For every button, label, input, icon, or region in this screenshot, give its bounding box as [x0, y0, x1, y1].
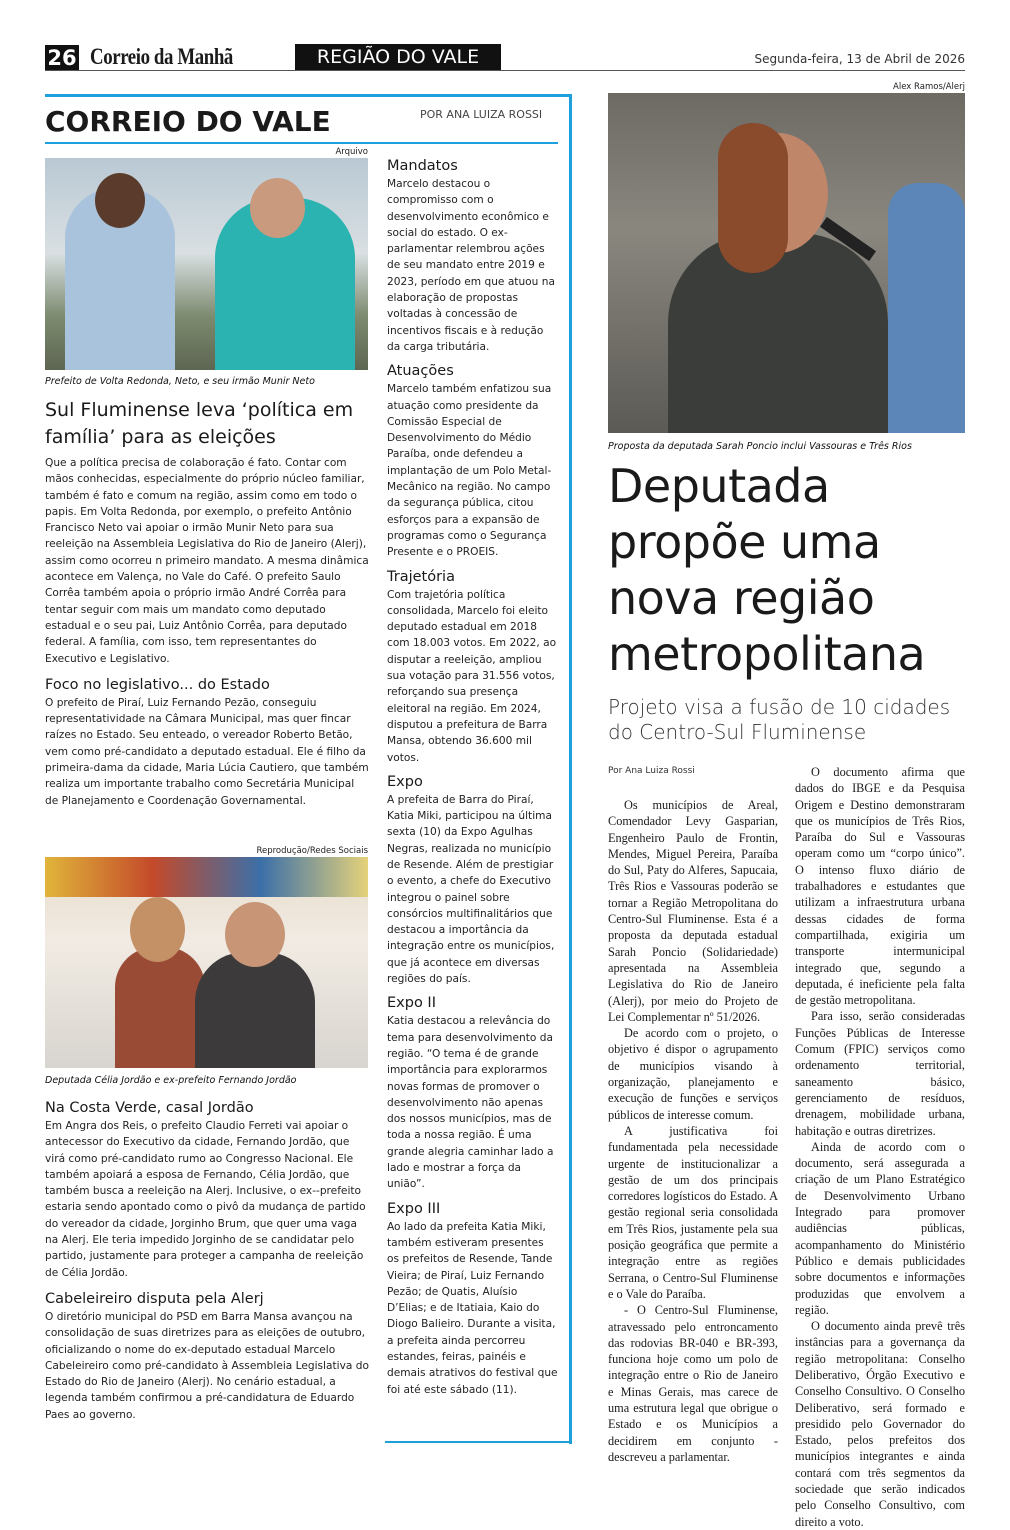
page-number: 26	[45, 45, 79, 71]
paragraph: O documento ainda prevê três instâncias para a governança da região metropolitana: Conselho Deliberativo, Órgão Executivo e Conselho Consultivo. O Conselho Deliberativo, será formado e presidido pelo Governador do Estado, pelos prefeitos dos municípios integrantes e ainda contará com três segmentos da sociedade que serão indicados pelo Conselho Consultivo, com direito a voto.	[795, 1319, 965, 1529]
issue-date: Segunda-feira, 13 de Abril de 2026	[754, 52, 965, 66]
column-left-text	[45, 397, 370, 809]
text-costa-verde: Em Angra dos Reis, o prefeito Claudio Ferreti vai apoiar o antecessor do Executivo da cidade, Fernando Jordão, que virá como pré-candidato rumo ao Congresso Nacional. Ele também apoiará a esposa de Fernando, Célia Jordão, que também busca a reeleição na Alerj. Inclusive, o ex--prefeito estaria sendo apontado como o pivô da mudança de partido do vereador da cidade, Jorginho Brum, que quer uma vaga na Alerj. Ele teria impedido Jorginho de se candidatar pelo partido, justamente para proteger a campanha de reeleição de Célia Jordão.	[45, 1120, 366, 1279]
subhead-cabeleireiro: Cabeleireiro disputa pela Alerj	[45, 1290, 264, 1307]
paragraph: De acordo com o projeto, o objetivo é dispor o agrupamento de municípios visando à organização, planejamento e execução de funções e serviços públicos de interesse comum.	[608, 1026, 778, 1122]
column-bottom-border	[385, 1441, 572, 1443]
photo-sarah-poncio	[608, 93, 965, 433]
masthead-logo: Correio da Manhã	[90, 44, 233, 69]
subhead-costa-verde: Na Costa Verde, casal Jordão	[45, 1100, 254, 1116]
article-subhead: Projeto visa a fusão de 10 cidades do Centro-Sul Fluminense	[608, 695, 951, 744]
column-headline: Sul Fluminense leva ‘política em família’ para as eleições	[45, 399, 354, 448]
column-title: CORREIO DO VALE	[45, 105, 331, 138]
article-column-2	[795, 764, 965, 1530]
photo-jordao-couple	[45, 857, 368, 1068]
photo-credit: Arquivo	[335, 147, 368, 157]
photo-caption: Prefeito de Volta Redonda, Neto, e seu irmão Munir Neto	[45, 376, 315, 387]
note-title: Mandatos	[387, 158, 458, 174]
note-text: Marcelo também enfatizou sua atuação como presidente da Comissão Especial de Desenvolvimento do Médio Paraíba, onde defendeu a implantação de um Polo Metal-Mecânico na região. No campo da segurança pública, citou esforços para a expansão de programas como o Segurança Presente e o PROEIS.	[387, 383, 552, 559]
note-text: A prefeita de Barra do Piraí, Katia Miki, participou na última sexta (10) da Expo Agulhas Negras, realizada no município de Resende. Além de prestigiar o evento, a chefe do Executivo integrou o painel sobre consórcios multifinalitários que destacou a importância da integração entre os municípios, que já acontece em diversas regiões do país.	[387, 793, 555, 986]
column-lead: Que a política precisa de colaboração é fato. Contar com mãos conhecidas, especialmente do próprio núcleo familiar, também é fato e comum na região, assim como em todo o papis. Em Volta Redonda, por exemplo, o prefeito Antônio Francisco Neto vai apoiar o irmão Munir Neto para sua reeleição na Assembleia Legislativa do Rio de Janeiro (Alerj), assim como ocorreu n primeiro mandato. A mesma dinâmica acontece em Valença, no Vale do Café. O prefeito Saulo Corrêa também apoia o próprio irmão André Corrêa para tentar seguir com mais um mandato como deputado estadual e o seu pai, Luiz Antônio Corrêa, para deputado federal. A família, com isso, tem representantes do Executivo e Legislativo.	[45, 457, 369, 665]
note-text: Katia destacou a relevância do tema para desenvolvimento da região. “O tema é de grande importância para explorarmos novas formas de promover o desenvolvimento não apenas dos nossos municípios, mas de toda a nossa região. É uma grande alegria caminhar lado a lado e mostrar a força da união”.	[387, 1015, 554, 1191]
column-right-border	[569, 94, 572, 1444]
article-column-1	[608, 797, 778, 1465]
column-notes	[387, 150, 559, 1398]
photo-credit: Reprodução/Redes Sociais	[256, 846, 368, 856]
note-title: Expo II	[387, 995, 436, 1012]
photo-credit: Alex Ramos/Alerj	[893, 82, 965, 92]
article-byline: Por Ana Luiza Rossi	[608, 766, 695, 776]
note-text: Marcelo destacou o compromisso com o desenvolvimento econômico e social do estado. O ex-parlamentar relembrou ações de seu mandato entre 2019 e 2023, período em que atuou na elaboração de propostas voltadas à concessão de incentivos fiscais e à redução da carga tributária.	[387, 178, 555, 353]
paragraph: O documento afirma que dados do IBGE e da Pesquisa Origem e Destino demonstraram que os municípios de Três Rios, Paraíba do Sul e Vassouras operam como um “corpo único”. O intenso fluxo diário de trabalhadores e estudantes que utilizam a infraestrutura urbana dessas cidades de forma compartilhada, exigiria um transporte intermunicipal integrado que, segundo a deputada, é ineficiente pela falta de gestão metropolitana.	[795, 765, 965, 1008]
header-rule	[45, 70, 965, 71]
paragraph: - O Centro-Sul Fluminense, atravessado pelo entroncamento das rodovias BR-040 e BR-393, funciona hoje como um polo de integração entre o Rio de Janeiro e Minas Gerais, mas carece de uma estrutura legal que obrigue o Estado e os Municípios a decidirem em conjunto - descreveu a parlamentar.	[608, 1303, 778, 1464]
note-title: Expo	[387, 773, 423, 790]
note-text: Com trajetória política consolidada, Marcelo foi eleito deputado estadual em 2018 com 18.003 votos. Em 2022, ao disputar a reeleição, ampliou sua votação para 31.556 votos, reforçando sua presença eleitoral na região. Em 2024, disputou a prefeitura de Barra Mansa, obtendo 36.600 mil votos.	[387, 588, 557, 764]
column-title-rule	[45, 142, 558, 144]
photo-caption: Deputada Célia Jordão e ex-prefeito Fernando Jordão	[45, 1075, 297, 1086]
note-text: Ao lado da prefeita Katia Miki, também estiveram presentes os prefeitos de Resende, Tande Vieira; de Piraí, Luiz Fernando Pezão; de Quatis, Aluísio D’Elias; e de Itatiaia, Kaio do Diogo Balieiro. Durante a visita, a prefeita ainda percorreu estandes, feiras, painéis e demais atrativos do festival que foi até este sábado (11).	[387, 1220, 558, 1396]
note-title: Trajetória	[387, 568, 455, 585]
column-left-text-2	[45, 1090, 370, 1423]
note-title: Atuações	[387, 363, 454, 380]
subhead-foco: Foco no legislativo... do Estado	[45, 676, 270, 693]
photo-caption: Proposta da deputada Sarah Poncio inclui Vassouras e Três Rios	[608, 441, 912, 452]
paragraph: Para isso, serão consideradas Funções Públicas de Interesse Comum (FPIC) serviços como ordenamento territorial, saneamento básico, gerenciamento de resíduos, drenagem, mobilidade urbana, habitação e outras diretrizes.	[795, 1009, 965, 1138]
column-top-border	[45, 94, 572, 97]
text-foco: O prefeito de Piraí, Luiz Fernando Pezão, conseguiu representatividade na Câmara Municipal, mas quer fincar raízes no Estado. Seu enteado, o vereador Roberto Betão, vem como pré-candidato a deputado estadual. Ele é filho da primeira-dama da cidade, Maria Lúcia Cautiero, que também realiza um importante trabalho como Secretária Municipal de Planejamento e Coordenação Governamental.	[45, 696, 369, 807]
paragraph: Ainda de acordo com o documento, será assegurada a criação de um Plano Estratégico de Desenvolvimento Urbano Integrado para promover audiências públicas, acompanhamento do Ministério Público e demais publicidades sobre documentos e informações produzidas que envolvem a região.	[795, 1139, 965, 1317]
paragraph: Os municípios de Areal, Comendador Levy Gasparian, Engenheiro Paulo de Frontin, Mendes, Miguel Pereira, Paraíba do Sul, Paty do Alferes, Sapucaia, Três Rios e Vassouras poderão se tornar a Região Metropolitana do Centro-Sul Fluminense. Esta é a proposta da deputada estadual Sarah Poncio (Solidariedade) apresentada na Assembleia Legislativa do Rio de Janeiro (Alerj), por meio do Projeto de Lei Complementar nº 51/2026.	[608, 798, 778, 1024]
note-title: Expo III	[387, 1200, 441, 1217]
column-byline: POR ANA LUIZA ROSSI	[420, 108, 543, 121]
paragraph: A justificativa foi fundamentada pela necessidade urgente de institucionalizar a gestão de um dos principais corredores logísticos do Estado. A gestão regional seria consolidada em Três Rios, justamente pela sua posição geográfica que permite a integração entre as regiões Serrana, o Centro-Sul Fluminense e o Vale do Paraíba.	[608, 1123, 778, 1301]
article-headline: Deputada propõe uma nova região metropolitana	[608, 459, 926, 681]
text-cabeleireiro: O diretório municipal do PSD em Barra Mansa avançou na consolidação de suas diretrizes para as eleições de outubro, oficializando o nome do ex-deputado estadual Marcelo Cabeleireiro como pré-candidato à Assembleia Legislativa do Estado do Rio de Janeiro (Alerj). No cenário estadual, a legenda também confirmou a pré-candidatura de Eduardo Paes ao governo.	[45, 1310, 369, 1421]
photo-neto-brothers	[45, 158, 368, 370]
section-label: REGIÃO DO VALE	[295, 44, 501, 70]
